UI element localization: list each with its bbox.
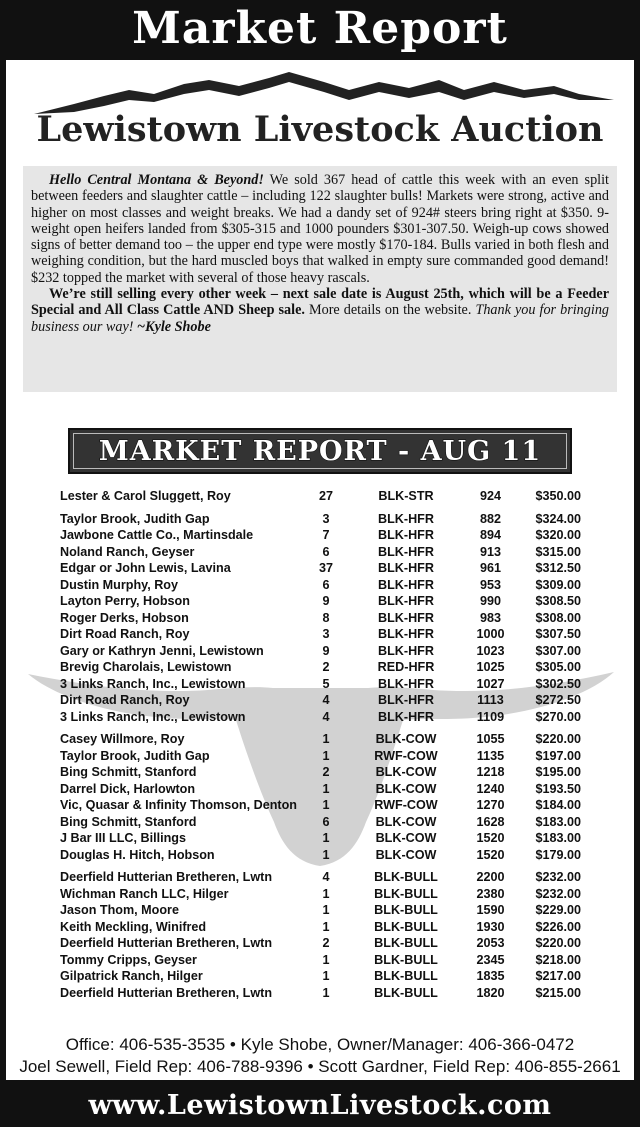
signature: ~Kyle Shobe [137,318,211,335]
avg-weight: 2053 [476,936,505,950]
sale-price: $183.00 [535,814,581,829]
cattle-type: BLK-HFR [378,561,434,575]
sale-row [6,610,634,627]
head-count: 1 [322,969,330,983]
sale-row [6,676,634,693]
head-count: 3 [322,627,330,641]
avg-weight: 1109 [476,709,505,724]
sale-row [6,488,634,505]
cattle-type: BLK-BULL [374,969,438,983]
sale-price: $183.00 [535,831,581,845]
avg-weight: 1930 [476,919,505,934]
seller-name: Vic, Quasar & Infinity Thomson, Denton [60,798,297,812]
seller-name: Gilpatrick Ranch, Hilger [60,969,203,983]
seller-name: Noland Ranch, Geyser [60,544,195,559]
sale-price: $307.00 [535,643,581,658]
seller-name: Casey Willmore, Roy [60,732,185,746]
sales-list [6,488,634,1007]
sale-row [6,968,634,985]
cattle-type: BLK-STR [378,489,434,503]
seller-name: Deerfield Hutterian Bretheren, Lwtn [60,985,273,1000]
intro-paragraph-1 [31,172,609,286]
cattle-type: BLK-BULL [374,919,438,934]
cattle-type: BLK-COW [375,814,437,829]
cattle-type: BLK-HFR [378,627,434,641]
sale-row [6,830,634,847]
sale-price: $220.00 [535,732,581,746]
sale-price: $218.00 [535,952,581,967]
seller-name: 3 Links Ranch, Inc., Lewistown [60,676,246,691]
head-count: 37 [318,561,333,575]
sale-price: $312.50 [535,561,581,575]
sale-row [6,814,634,831]
sale-price: $308.50 [535,594,581,608]
sale-row [6,709,634,726]
sale-price: $309.00 [535,577,581,592]
cattle-type: BLK-HFR [378,693,434,707]
cattle-type: BLK-HFR [378,643,434,658]
sale-row [6,731,634,748]
sale-row [6,935,634,952]
seller-name: Darrel Dick, Harlowton [60,781,196,796]
auction-name: Lewistown Livestock Auction [36,109,604,150]
avg-weight: 1270 [476,798,505,812]
sale-row [6,511,634,528]
seller-name: Layton Perry, Hobson [60,594,190,608]
avg-weight: 1240 [476,781,505,796]
cattle-type: BLK-COW [375,831,437,845]
seller-name: Taylor Brook, Judith Gap [60,511,210,526]
head-count: 2 [322,765,330,779]
head-count: 1 [322,985,330,1000]
cattle-type: BLK-COW [375,781,437,796]
seller-name: 3 Links Ranch, Inc., Lewistown [60,709,246,724]
head-count: 7 [322,528,330,542]
avg-weight: 1835 [476,969,505,983]
seller-name: Keith Meckling, Winifred [60,919,207,934]
sale-price: $324.00 [535,511,581,526]
seller-name: Douglas H. Hitch, Hobson [60,847,215,862]
seller-name: Bing Schmitt, Stanford [60,765,197,779]
sale-row [6,659,634,676]
head-count: 9 [322,643,330,658]
seller-name: Dirt Road Ranch, Roy [60,627,190,641]
head-count: 6 [322,814,330,829]
head-count: 1 [322,952,330,967]
intro-paragraph-2 [31,286,609,335]
seller-name: Lester & Carol Sluggett, Roy [60,489,231,503]
sale-row [6,919,634,936]
avg-weight: 1135 [476,748,505,763]
sale-price: $226.00 [535,919,581,934]
seller-name: Bing Schmitt, Stanford [60,814,197,829]
sale-row [6,886,634,903]
head-count: 1 [322,919,330,934]
seller-name: Gary or Kathryn Jenni, Lewistown [60,643,264,658]
avg-weight: 2345 [476,952,505,967]
seller-name: Edgar or John Lewis, Lavina [60,561,231,575]
cattle-type: BLK-COW [375,765,437,779]
cattle-type: BLK-HFR [378,528,434,542]
website-bar [0,1083,640,1127]
head-count: 2 [322,936,330,950]
head-count: 8 [322,610,330,625]
sale-row [6,527,634,544]
avg-weight: 1520 [476,847,505,862]
header-bar [0,0,640,58]
thanks-note: Thank you for bringing business our way! [31,302,610,335]
avg-weight: 1025 [476,660,505,674]
avg-weight: 913 [479,544,501,559]
head-count: 1 [322,798,330,812]
avg-weight: 983 [479,610,501,625]
cattle-type: BLK-COW [375,847,437,862]
sale-row [6,593,634,610]
seller-name: Deerfield Hutterian Bretheren, Lwtn [60,870,273,884]
head-count: 9 [322,594,330,608]
head-count: 3 [322,511,330,526]
cattle-type: BLK-HFR [378,544,434,559]
field-rep-contact-line: Joel Sewell, Field Rep: 406-788-9396 • Scott Gardner, Field Rep: 406-855-2661 [19,1057,621,1076]
avg-weight: 1820 [476,985,505,1000]
avg-weight: 990 [479,594,501,608]
cattle-type: RED-HFR [377,660,435,674]
sale-row [6,902,634,919]
cattle-type: BLK-BULL [374,870,438,884]
sale-price: $217.00 [535,969,581,983]
cattle-type: BLK-HFR [378,577,434,592]
office-contact-line: Office: 406-535-3535 • Kyle Shobe, Owner/Manager: 406-366-0472 [65,1035,575,1054]
head-count: 1 [322,732,330,746]
intro-greeting: Hello Central Montana & Beyond! [49,172,264,188]
head-count: 6 [322,577,330,592]
cattle-type: BLK-BULL [374,936,438,950]
sale-row [6,692,634,709]
cattle-type: BLK-HFR [378,676,434,691]
sales-group [6,488,634,505]
avg-weight: 1023 [476,643,505,658]
sale-price: $193.50 [535,781,581,796]
sale-row [6,847,634,864]
sale-price: $184.00 [535,798,581,812]
head-count: 2 [322,660,330,674]
sale-row [6,577,634,594]
sale-row [6,764,634,781]
website-url[interactable]: www.LewistownLivestock.com [88,1089,552,1121]
head-count: 1 [322,847,330,862]
sale-row [6,985,634,1002]
avg-weight: 1027 [476,676,505,691]
sale-price: $320.00 [535,528,581,542]
seller-name: J Bar III LLC, Billings [60,831,186,845]
cattle-type: BLK-BULL [374,952,438,967]
cattle-type: BLK-HFR [378,709,434,724]
head-count: 6 [322,544,330,559]
sale-row [6,797,634,814]
sale-row [6,781,634,798]
report-banner [68,428,572,474]
head-count: 4 [322,693,330,707]
sale-price: $229.00 [535,903,581,917]
avg-weight: 1113 [477,693,504,707]
seller-name: Deerfield Hutterian Bretheren, Lwtn [60,936,273,950]
cattle-type: BLK-BULL [374,886,438,901]
sales-group [6,731,634,863]
head-count: 4 [322,870,330,884]
website-note: More details on the website. [304,302,476,319]
cattle-type: BLK-BULL [374,903,438,917]
avg-weight: 894 [479,528,501,542]
head-count: 1 [322,886,330,901]
cattle-type: BLK-BULL [374,985,438,1000]
head-count: 1 [322,903,330,917]
avg-weight: 2380 [476,886,505,901]
head-count: 1 [322,781,330,796]
header-title: Market Report [132,3,508,54]
avg-weight: 961 [479,561,501,575]
sale-price: $197.00 [535,748,581,763]
sale-price: $307.50 [535,627,581,641]
sale-row [6,544,634,561]
seller-name: Dirt Road Ranch, Roy [60,693,190,707]
avg-weight: 1520 [476,831,505,845]
seller-name: Jason Thom, Moore [60,903,179,917]
sale-price: $232.00 [535,870,581,884]
cattle-type: RWF-COW [374,748,438,763]
sale-price: $215.00 [535,985,581,1000]
head-count: 27 [318,489,333,503]
sale-row [6,952,634,969]
sale-row [6,643,634,660]
report-body [6,60,634,1080]
avg-weight: 2200 [476,870,505,884]
sale-price: $179.00 [535,847,581,862]
seller-name: Tommy Cripps, Geyser [60,952,197,967]
cattle-type: BLK-HFR [378,610,434,625]
cattle-type: BLK-HFR [378,594,434,608]
seller-name: Wichman Ranch LLC, Hilger [60,886,229,901]
head-count: 5 [322,676,330,691]
sales-group [6,511,634,726]
next-sale-notice: We’re still selling every other week – next sale date is August 25th, which will be a Feeder Special and All Class Cattle AND Sheep sale. [31,286,609,319]
seller-name: Roger Derks, Hobson [60,610,189,625]
sale-price: $220.00 [535,936,581,950]
avg-weight: 1590 [476,903,505,917]
sale-row [6,869,634,886]
intro-text-box [23,166,617,392]
seller-name: Taylor Brook, Judith Gap [60,748,210,763]
head-count: 4 [322,709,330,724]
intro-body: We sold 367 head of cattle this week with an even split between feeders and slaughter cattle – including 122 slaughter bulls! Markets were strong, active and higher on most classes and weight breaks. We had a dandy set of 924# steers bring right at $350. 9-weight open heifers landed from $305-315 and 1000 pounders $301-307.50. Weigh-up cows showed signs of better demand too – the upper end type were mostly $170-184. Bulls varied in both flesh and weighing condition, but the hard muscled boys that walked in empty sure commanded good demand! $232 topped the market with several of those heavy rascals. [31,172,609,286]
report-banner-title: MARKET REPORT - AUG 11 [98,435,542,467]
seller-name: Jawbone Cattle Co., Martinsdale [60,528,254,542]
sale-row [6,560,634,577]
head-count: 1 [322,748,330,763]
sale-price: $272.50 [535,693,581,707]
sales-group [6,869,634,1001]
sale-price: $350.00 [535,489,581,503]
avg-weight: 1628 [476,814,505,829]
sale-price: $302.50 [535,676,581,691]
avg-weight: 1055 [476,732,505,746]
sale-price: $308.00 [535,610,581,625]
sale-price: $195.00 [535,765,581,779]
cattle-type: BLK-COW [375,732,437,746]
avg-weight: 1218 [476,765,505,779]
sale-row [6,626,634,643]
avg-weight: 924 [479,489,501,503]
cattle-type: RWF-COW [374,798,438,812]
avg-weight: 1000 [476,627,505,641]
sale-price: $270.00 [535,709,581,724]
sale-price: $305.00 [535,660,581,674]
seller-name: Brevig Charolais, Lewistown [60,660,232,674]
sale-price: $315.00 [535,544,581,559]
sale-price: $232.00 [535,886,581,901]
head-count: 1 [322,831,330,845]
cattle-type: BLK-HFR [378,511,434,526]
contact-footer [6,1034,634,1078]
sale-row [6,748,634,765]
avg-weight: 882 [479,511,501,526]
avg-weight: 953 [479,577,501,592]
seller-name: Dustin Murphy, Roy [60,577,179,592]
